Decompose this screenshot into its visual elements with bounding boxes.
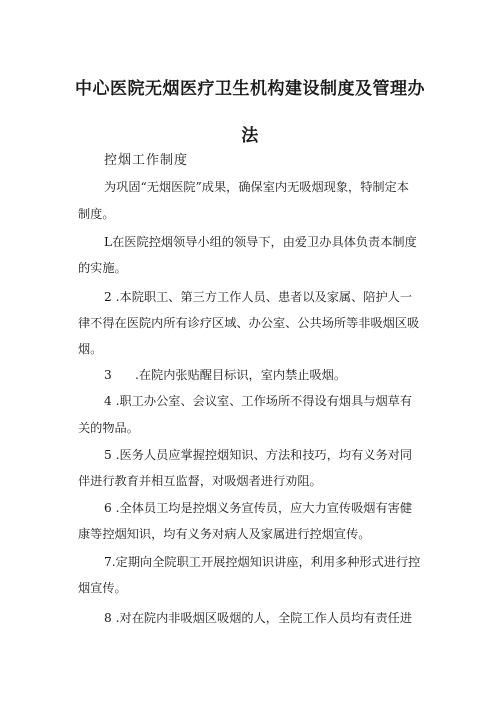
rule-item-1-line: 的实施。 xyxy=(78,261,127,275)
section-heading: 控烟工作制度 xyxy=(104,153,189,168)
rule-item-7-line: 7.定期向全院职工开展控烟知识讲座，利用多种形式进行控 xyxy=(104,555,421,569)
rule-item-8-line: 8 .对在院内非吸烟区吸烟的人，全院工作人员均有责任进 xyxy=(104,611,413,625)
rule-item-2-line: 律不得在医院内所有诊疗区域、办公室、公共场所等非吸烟区吸 xyxy=(78,316,420,330)
rule-item-5-line: 伴进行教育并相互监督，对吸烟者进行劝阻。 xyxy=(78,474,322,488)
rule-item-1-line: L在医院控烟领导小组的领导下，由爱卫办具体负责本制度 xyxy=(104,235,417,249)
intro-paragraph-line: 制度。 xyxy=(78,207,115,221)
rule-item-6-line: 6 .全体员工均是控烟义务宣传员，应大力宣传吸烟有害健 xyxy=(104,501,413,515)
intro-paragraph-line: 为巩固“无烟医院”成果，确保室内无吸烟现象，特制定本 xyxy=(104,180,409,194)
rule-item-3-line: 3 .在院内张贴醒目标识，室内禁止吸烟。 xyxy=(104,368,347,382)
rule-item-2-line: 烟。 xyxy=(78,342,103,356)
rule-item-6-line: 康等控烟知识，均有义务对病人及家属进行控烟宣传。 xyxy=(78,527,371,541)
rule-item-4-line: 关的物品。 xyxy=(78,421,139,435)
rule-item-7-line: 烟宣传。 xyxy=(78,581,127,595)
rule-item-4-line: 4 .职工办公室、会议室、工作场所不得设有烟具与烟草有 xyxy=(104,394,413,408)
document-title-line-2: 法 xyxy=(241,126,259,146)
rule-item-5-line: 5 .医务人员应掌握控烟知识、方法和技巧，均有义务对同 xyxy=(104,448,413,462)
document-title-line-1: 中心医院无烟医疗卫生机构建设制度及管理办 xyxy=(75,79,425,99)
rule-item-2-line: 2 .本院职工、第三方工作人员、患者以及家属、陪护人一 xyxy=(104,290,413,304)
